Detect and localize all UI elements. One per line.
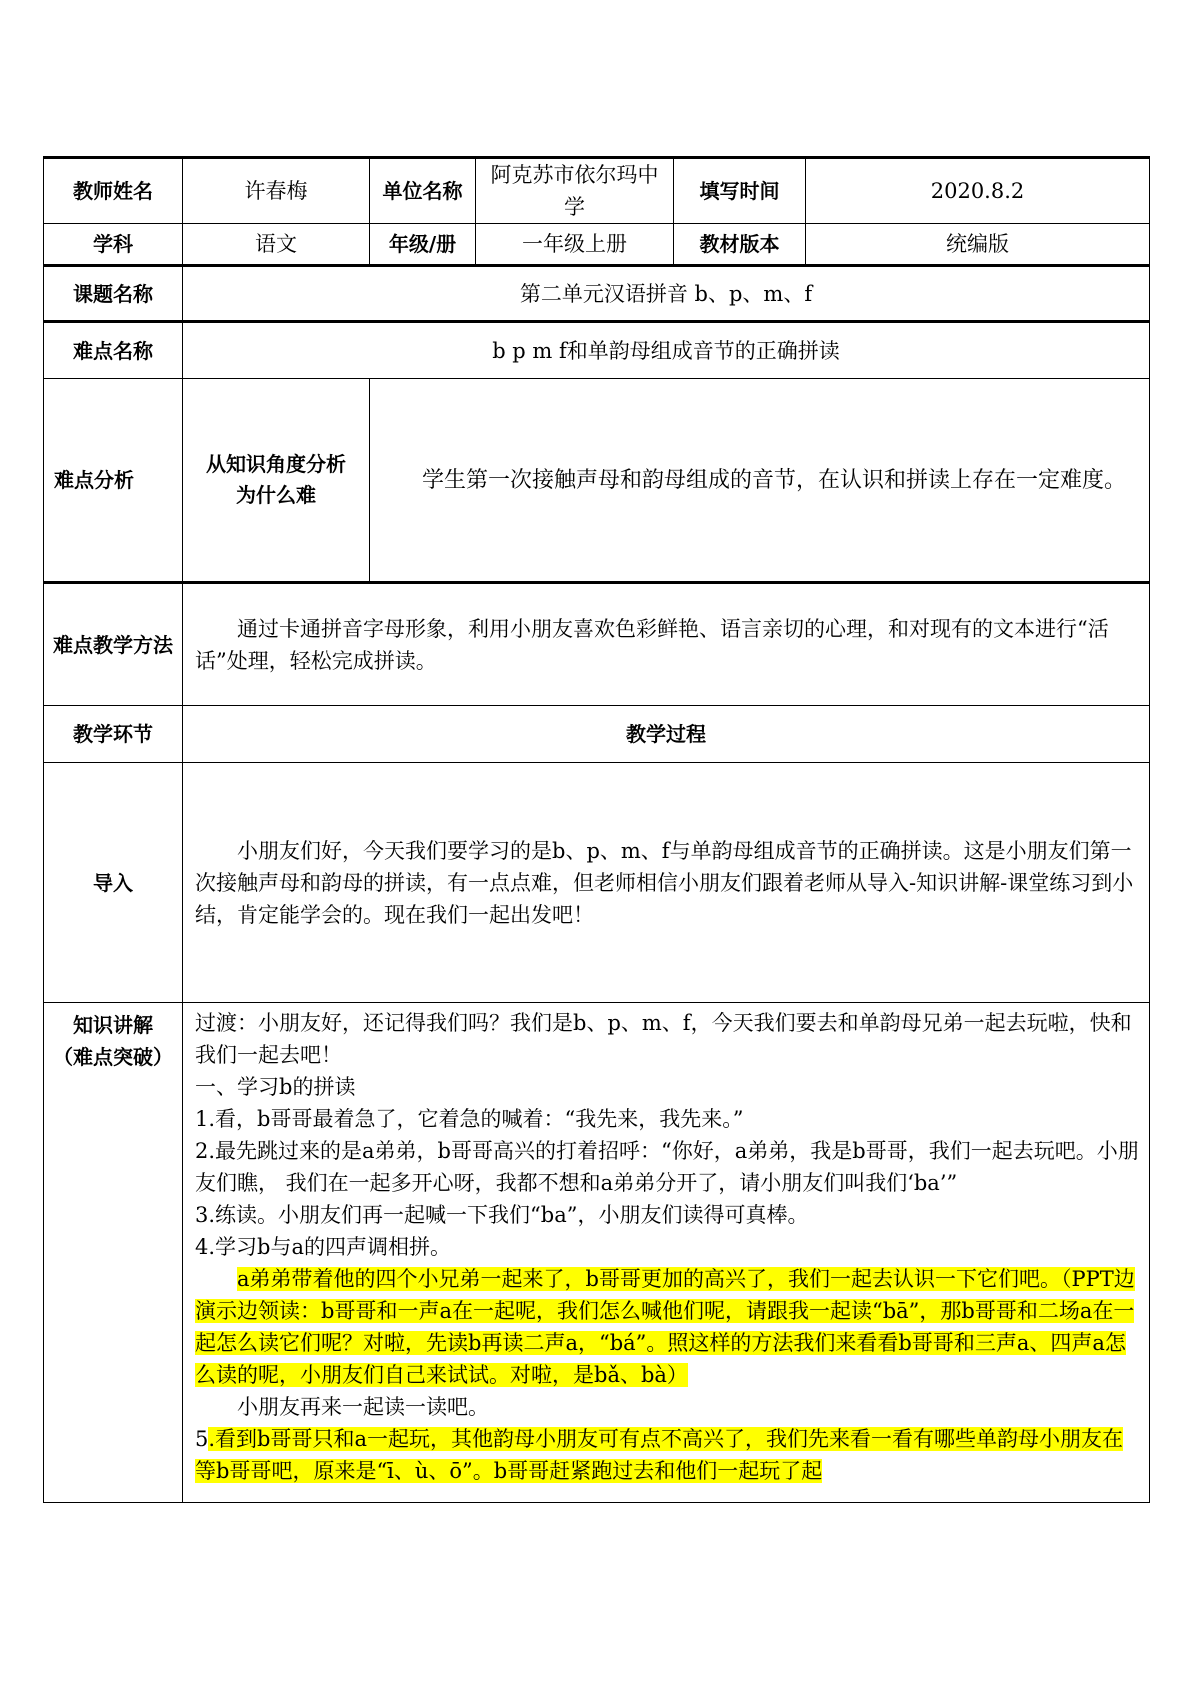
step-2: 2.最先跳过来的是a弟弟，b哥哥高兴的打着招呼：“你好，a弟弟，我是b哥哥，我们一起去玩吧。小朋友们瞧， 我们在一起多开心呀，我都不想和a弟弟分开了，请小朋友们叫我们‘ba’” [195, 1139, 1139, 1195]
intro-row [44, 763, 1150, 1003]
highlight-paragraph [195, 1263, 1139, 1391]
transition-text: 过渡：小朋友好，还记得我们吗？我们是b、p、m、f，今天我们要去和单韵母兄弟一起去玩啦，快和我们一起去吧！ [195, 1011, 1132, 1067]
highlighted-text: a弟弟带着他的四个小兄弟一起来了，b哥哥更加的高兴了，我们一起去认识一下它们吧。（PPT边演示边领读：b哥哥和一声a在一起呢，我们怎么喊他们呢，请跟我一起读“bā”，那b哥哥和二场a在一起怎么读它们呢？对啦，先读b再读二声a，“bá”。照这样的方法我们来看看b哥哥和三声a、四声a怎么读的呢，小朋友们自己来试试。对啦，是bǎ、bà） [195, 1267, 1135, 1387]
textbook-label: 教材版本 [674, 224, 806, 266]
stage-label: 教学环节 [44, 706, 183, 763]
process-label: 教学过程 [183, 706, 1150, 763]
step-3: 3.练读。小朋友们再一起喊一下我们“ba”，小朋友们读得可真棒。 [195, 1203, 809, 1227]
knowledge-label-line2: （难点突破） [53, 1045, 173, 1069]
difficulty-label: 难点名称 [44, 322, 183, 379]
subject: 语文 [183, 224, 370, 266]
intro-label: 导入 [44, 763, 183, 1003]
fill-date: 2020.8.2 [806, 158, 1150, 224]
teacher-name: 许春梅 [183, 158, 370, 224]
difficulty-name: b p m f和单韵母组成音节的正确拼读 [183, 322, 1150, 379]
fill-date-label: 填写时间 [674, 158, 806, 224]
intro-text: 小朋友们好，今天我们要学习的是b、p、m、f与单韵母组成音节的正确拼读。这是小朋友们第一次接触声母和韵母的拼读，有一点点难，但老师相信小朋友们跟着老师从导入-知识讲解-课堂练习到小结，肯定能学会的。现在我们一起出发吧！ [195, 838, 1134, 927]
step-5 [195, 1423, 1139, 1487]
grade-label: 年级/册 [370, 224, 476, 266]
analysis-text: 学生第一次接触声母和韵母组成的音节，在认识和拼读上存在一定难度。 [422, 467, 1127, 493]
stage-header-row [44, 706, 1150, 763]
difficulty-row [44, 322, 1150, 379]
knowledge-row [44, 1003, 1150, 1503]
header-row-2 [44, 224, 1150, 266]
knowledge-cell [183, 1003, 1150, 1503]
lesson-plan-sheet [43, 156, 1149, 1503]
method-text: 通过卡通拼音字母形象，利用小朋友喜欢色彩鲜艳、语言亲切的心理，和对现有的文本进行“活话”处理，轻松完成拼读。 [195, 616, 1109, 673]
step-5-number: 5 [195, 1427, 209, 1451]
lesson-plan-table [43, 156, 1150, 1503]
subject-label: 学科 [44, 224, 183, 266]
knowledge-label-line1: 知识讲解 [73, 1013, 153, 1037]
step-4: 4.学习b与a的四声调相拼。 [195, 1235, 451, 1259]
lesson-title: 第二单元汉语拼音 b、p、m、f [183, 266, 1150, 322]
lesson-title-row [44, 266, 1150, 322]
analysis-sub-label: 从知识角度分析为什么难 [183, 379, 370, 583]
read-again-text: 小朋友再来一起读一读吧。 [237, 1395, 489, 1419]
textbook: 统编版 [806, 224, 1150, 266]
knowledge-label [44, 1003, 183, 1503]
method-cell [183, 583, 1150, 706]
lesson-title-label: 课题名称 [44, 266, 183, 322]
step-5-highlighted-text: .看到b哥哥只和a一起玩，其他韵母小朋友可有点不高兴了，我们先来看一看有哪些单韵母小朋友在等b哥哥吧，原来是“ī、ù、ō”。b哥哥赶紧跑过去和他们一起玩了起 [195, 1427, 1124, 1483]
section-heading: 一、学习b的拼读 [195, 1075, 356, 1099]
grade: 一年级上册 [476, 224, 674, 266]
analysis-label: 难点分析 [44, 379, 183, 583]
step-1: 1.看，b哥哥最着急了，它着急的喊着：“我先来，我先来。” [195, 1107, 744, 1131]
unit-name-label: 单位名称 [370, 158, 476, 224]
header-row-1 [44, 158, 1150, 224]
intro-cell [183, 763, 1150, 1003]
unit-name: 阿克苏市依尔玛中学 [476, 158, 674, 224]
teacher-name-label: 教师姓名 [44, 158, 183, 224]
analysis-row [44, 379, 1150, 583]
method-row [44, 583, 1150, 706]
method-label: 难点教学方法 [44, 583, 183, 706]
analysis-cell [370, 379, 1150, 583]
